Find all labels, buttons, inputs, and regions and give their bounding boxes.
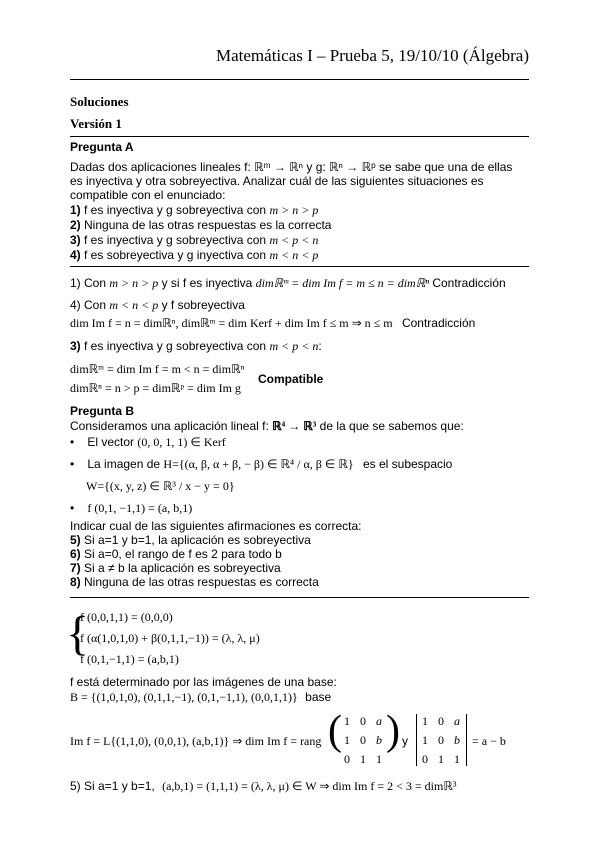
pregunta-b-intro-end: de la que se sabemos que: <box>319 419 464 433</box>
determined-text: f está determinado por las imágenes de una base: <box>70 675 337 689</box>
option-text: f es inyectiva y g sobreyectiva con <box>84 233 267 247</box>
solution-4-result: Contradicción <box>401 316 476 330</box>
det-cell: 0 <box>438 733 444 747</box>
option-text: f es sobreyectiva y g inyectiva con <box>84 248 267 262</box>
solution-3-eq1-math: dimℝᵐ = dim Im f = m < n = dimℝⁿ <box>70 362 245 376</box>
bullet-text-end: es el subespacio <box>362 457 453 471</box>
pregunta-b-option <box>70 575 319 589</box>
option-number: 6) <box>70 547 81 561</box>
matrix-cell: 0 <box>360 733 366 747</box>
option-number: 8) <box>70 575 81 589</box>
y-word: y <box>402 734 408 748</box>
matrix-cell: b <box>376 733 382 747</box>
det-cell: 1 <box>438 752 444 766</box>
matrix-cell: 0 <box>360 714 366 728</box>
system-eq-1: f (0,0,1,1) = (0,0,0) <box>80 610 173 624</box>
pregunta-b-option <box>70 533 311 547</box>
solution-3-eq2-math: dimℝⁿ = n > p = dimℝᵖ = dim Im g <box>70 381 241 395</box>
pregunta-a-intro-3: compatible con el enunciado: <box>70 188 226 202</box>
solution-3-line <box>70 339 322 353</box>
det-right-bar <box>466 714 467 766</box>
pregunta-a-title: Pregunta A <box>70 140 134 154</box>
pregunta-a-intro-2: es inyectiva y otra sobreyectiva. Analizar cuál de las siguientes situaciones es <box>70 174 484 188</box>
subspace-w <box>86 479 235 493</box>
matrix-cell: 1 <box>344 714 350 728</box>
pregunta-b-intro-text: Consideramos una aplicación lineal f: <box>70 419 269 433</box>
option-text: Ninguna de las otras respuestas es correcta <box>84 575 319 589</box>
system-eq-3: f (0,1,−1,1) = (a,b,1) <box>80 652 179 666</box>
base-line <box>70 690 331 704</box>
option-number: 3) <box>70 233 81 247</box>
bullet-dot-icon: • <box>70 435 75 449</box>
det-cell: 1 <box>454 752 460 766</box>
solution-1-prefix: 1) Con <box>70 276 107 290</box>
pregunta-a-option <box>70 248 318 262</box>
system-eq-2: f (α(1,0,1,0) + β(0,1,1,−1)) = (λ, λ, μ) <box>80 631 260 645</box>
solution-1-result: Contradicción <box>432 276 506 290</box>
bullet-math: f (0,1, −1,1) = (a, b,1) <box>87 501 193 515</box>
det-cell: 1 <box>422 714 428 728</box>
det-cell: 0 <box>438 714 444 728</box>
bullet-math: (0, 0, 1, 1) ∈ Kerf <box>137 435 226 449</box>
right-paren-icon: ) <box>386 708 400 754</box>
pregunta-b-rule <box>70 597 529 598</box>
solution-1-text: y si f es inyectiva <box>161 276 253 290</box>
det-result: = a − b <box>472 734 506 748</box>
pregunta-a-option <box>70 233 318 247</box>
subspace-w-math: W={(x, y, z) ∈ ℝ³ / x − y = 0} <box>86 479 235 493</box>
soluciones-heading: Soluciones <box>70 94 129 109</box>
base-math: B = {(1,0,1,0), (0,1,1,−1), (0,1,−1,1), (0,0,1,1)} <box>70 690 298 704</box>
solution-4-text: y f sobreyectiva <box>161 298 245 312</box>
option-text: Ninguna de las otras respuestas es la correcta <box>84 218 332 232</box>
solution-1-line <box>70 276 506 290</box>
pregunta-b-intro <box>70 419 464 433</box>
option-number: 2) <box>70 218 81 232</box>
version-rule <box>70 136 529 137</box>
bullet-item <box>70 501 192 515</box>
determinant <box>416 714 468 768</box>
option-number: 5) <box>70 533 81 547</box>
solution-3-number: 3) <box>70 339 81 353</box>
bullet-item <box>70 457 452 471</box>
option-text: Si a=1 y b=1, la aplicación es sobreyectiva <box>84 533 311 547</box>
option-number: 7) <box>70 561 81 575</box>
solution-1-math: dimℝᵐ = dim Im f = m ≤ n = dimℝⁿ <box>255 276 429 290</box>
matrix-cell: 0 <box>344 752 350 766</box>
matrix-cell: a <box>376 714 382 728</box>
solution-4-math-line <box>70 316 475 330</box>
header-rule <box>70 79 529 80</box>
pregunta-b-title: Pregunta B <box>70 404 135 418</box>
det-left-bar <box>416 714 417 766</box>
option-text: f es inyectiva y g sobreyectiva con <box>84 203 267 217</box>
option-math: m < n < p <box>269 248 319 262</box>
solution-3-text: f es inyectiva y g sobreyectiva con <box>84 339 267 353</box>
imf-math: Im f = L{(1,1,0), (0,0,1), (a,b,1)} ⇒ dim Im f = rang <box>70 734 322 748</box>
pregunta-a-intro-1: Dadas dos aplicaciones lineales f: ℝᵐ → ℝⁿ y g: ℝⁿ → ℝᵖ se sabe que una de ellas <box>70 160 513 174</box>
pregunta-b-option <box>70 547 282 561</box>
pregunta-a-option <box>70 203 318 217</box>
solution-3-eq1 <box>70 362 244 376</box>
left-brace-icon: { <box>66 607 90 660</box>
base-word: base <box>305 690 332 704</box>
pregunta-a-option <box>70 218 331 232</box>
left-paren-icon: ( <box>328 708 342 754</box>
solution-4-line <box>70 298 245 312</box>
pregunta-b-intro-math: ℝ⁴ → ℝ³ <box>272 419 317 433</box>
bullet-dot-icon: • <box>70 501 75 515</box>
compatible-label: Compatible <box>258 372 324 386</box>
matrix-cell: 1 <box>360 752 366 766</box>
solution-3-colon: : <box>318 339 322 353</box>
pregunta-b-indicate: Indicar cual de las siguientes afirmaciones es correcta: <box>70 519 362 533</box>
bullet-dot-icon: • <box>70 457 75 471</box>
pregunta-a-rule <box>70 266 529 267</box>
option-number: 4) <box>70 248 81 262</box>
det-cell: b <box>454 733 460 747</box>
option-math: m > n > p <box>269 203 319 217</box>
option-text: Si a ≠ b la aplicación es sobreyectiva <box>84 561 281 575</box>
solution-1-condition: m > n > p <box>109 276 159 290</box>
document-header: Matemáticas I – Prueba 5, 19/10/10 (Álgebra) <box>216 46 529 65</box>
solution-4-condition: m < n < p <box>109 298 159 312</box>
det-cell: 1 <box>422 733 428 747</box>
bullet-text: El vector <box>87 435 135 449</box>
option-number: 1) <box>70 203 81 217</box>
solution-4-math: dim Im f = n = dimℝⁿ, dimℝᵐ = dim Kerf + dim Im f ≤ m ⇒ n ≤ m <box>70 316 393 330</box>
last-solution-math: (a,b,1) = (1,1,1) = (λ, λ, μ) ∈ W ⇒ dim Im f = 2 < 3 = dimℝ³ <box>162 779 457 793</box>
option-math: m < p < n <box>269 233 319 247</box>
last-solution-prefix: 5) Si a=1 y b=1, <box>70 779 155 793</box>
option-text: Si a=0, el rango de f es 2 para todo b <box>84 547 282 561</box>
matrix-cell: 1 <box>376 752 382 766</box>
solution-3-condition: m < p < n <box>269 339 319 353</box>
det-cell: a <box>454 714 460 728</box>
bullet-math: H={(α, β, α + β, − β) ∈ ℝ⁴ / α, β ∈ ℝ} <box>163 457 354 471</box>
last-solution-line <box>70 779 456 793</box>
version-heading: Versión 1 <box>70 116 122 131</box>
solution-4-prefix: 4) Con <box>70 298 107 312</box>
bullet-text: La imagen de <box>87 457 161 471</box>
bullet-item <box>70 435 226 449</box>
det-cell: 0 <box>422 752 428 766</box>
solution-3-eq2 <box>70 381 241 395</box>
pregunta-b-option <box>70 561 281 575</box>
rank-matrix <box>328 708 400 768</box>
matrix-cell: 1 <box>344 733 350 747</box>
